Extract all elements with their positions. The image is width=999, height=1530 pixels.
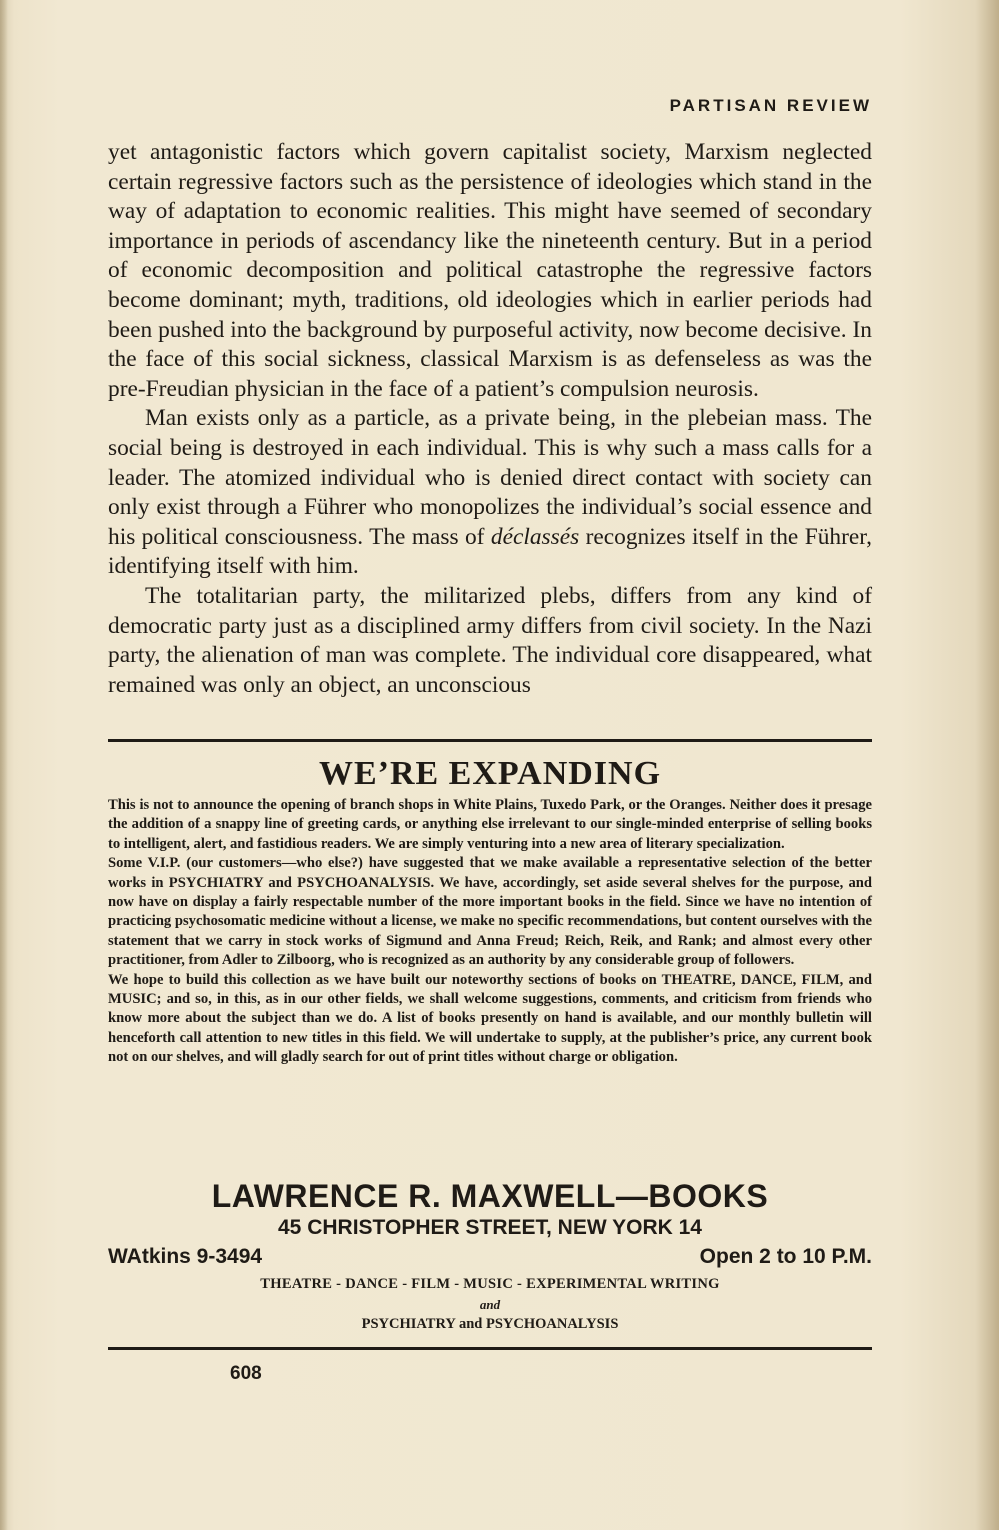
- store-name: LAWRENCE R. MAXWELL—BOOKS: [211, 1178, 769, 1214]
- store-hours: Open 2 to 10 P.M.: [699, 1245, 872, 1268]
- ad-top-rule: [108, 739, 872, 742]
- ad-bottom-rule: [108, 1347, 872, 1350]
- article-paragraph: [108, 404, 872, 582]
- running-header: PARTISAN REVIEW: [669, 96, 872, 115]
- article-paragraph: yet antagonistic factors which govern capitalist society, Marxism neglected certain regressive factors such as the persistence of ideologies which stand in the way of adaptation to economic realities. This might have seemed of secondary importance in periods of ascendancy like the nineteenth century. But in a period of economic decomposition and political catastrophe the regressive factors become dominant; myth, traditions, old ideologies which in earlier periods had been pushed into the background by purposeful activity, now become decisive. In the face of this social sickness, classical Marxism is as defenseless as was the pre-Freudian physician in the face of a patient’s compulsion neurosis.: [108, 139, 872, 402]
- page-number: 608: [230, 1363, 262, 1384]
- store-phone: WAtkins 9-3494: [108, 1245, 263, 1268]
- store-address: 45 CHRISTOPHER STREET, NEW YORK 14: [278, 1216, 702, 1239]
- store-subjects-secondary: PSYCHIATRY and PSYCHOANALYSIS: [361, 1316, 619, 1332]
- paragraph-text-tail: recognizes itself in the Führer, identifying itself with him.: [108, 523, 872, 580]
- article-text: [108, 138, 872, 700]
- ad-body: [108, 796, 872, 1068]
- ad-paragraph: We hope to build this collection as we have built our noteworthy sections of books on THEATRE, DANCE, FILM, and MUSIC; and so, in this, as in our other fields, we shall welcome suggestions, comments, and criticism from friends who know more about the subject than we do. A list of books presently on hand is available, and our monthly bulletin will henceforth call attention to new titles in this field. We will undertake to supply, at the publisher’s price, any current book not on our shelves, and will gladly search for out of print titles without charge or obligation.: [108, 971, 872, 1066]
- italic-term: déclassés: [490, 523, 580, 550]
- paragraph-text: Man exists only as a particle, as a private being, in the plebeian mass. The social being is destroyed in each individual. This is why such a mass calls for a leader. The atomized individual who is denied direct contact with society can only exist through a Führer who monopolizes the individual’s social essence and his political consciousness. The mass of: [108, 405, 872, 550]
- subjects-conjunction: and: [479, 1297, 501, 1312]
- article-paragraph: The totalitarian party, the militarized plebs, differs from any kind of democratic party just as a disciplined army differs from civil society. In the Nazi party, the alienation of man was complete. The individual core disappeared, what remained was only an object, an unconscious: [108, 582, 872, 698]
- ad-headline: WE’RE EXPANDING: [318, 755, 662, 792]
- ad-paragraph: Some V.I.P. (our customers—who else?) have suggested that we make available a representative selection of the better works in PSYCHIATRY and PSYCHOANALYSIS. We have, accordingly, set aside several shelves for the purpose, and now have on display a fairly respectable number of the more important books in the field. Since we have no intention of practicing psychosomatic medicine without a license, we make no specific recommendations, but content ourselves with the statement that we carry in stock works of Sigmund and Anna Freud; Reich, Reik, and Rank; and almost every other practitioner, from Adler to Zilboorg, who is recognized as an authority by any considerable group of followers.: [108, 855, 872, 969]
- store-subjects: THEATRE - DANCE - FILM - MUSIC - EXPERIMENTAL WRITING: [260, 1276, 720, 1292]
- page-binding-shadow: [0, 0, 8, 1530]
- ad-paragraph: This is not to announce the opening of branch shops in White Plains, Tuxedo Park, or the Oranges. Neither does it presage the addition of a snappy line of greeting cards, or anything else irrelevant to our single-minded enterprise of selling books to intelligent, alert, and fastidious readers. We are simply venturing into a new area of literary specialization.: [108, 797, 872, 852]
